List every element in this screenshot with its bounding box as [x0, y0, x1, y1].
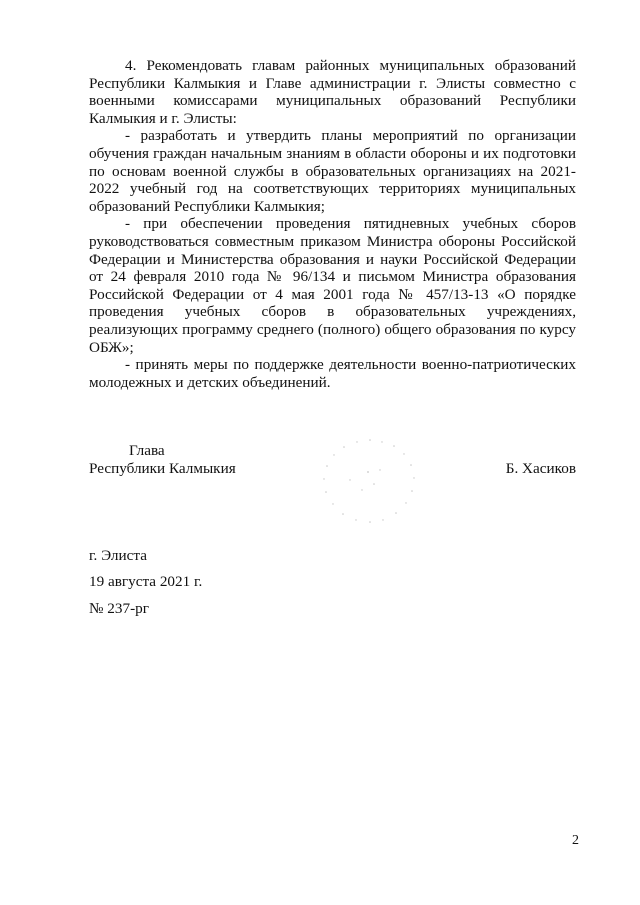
- order-number: № 237-рг: [89, 600, 149, 617]
- paragraph-bullet-training-camps: - при обеспечении проведения пятидневных учебных сборов руководствоваться совместным приказом Министра обороны Российской Федерации и Министерства образования и науки Российской Федерации от 24 февраля 2010 года № 96/134 и письмом Министра образования Российской Федерации от 4 мая 2001 года № 457/13-13 «О порядке проведения учебных сборов в образовательных учреждениях, реализующих программу среднего (полного) общего образования по курсу ОБЖ»;: [89, 215, 576, 356]
- paragraph-item-4: 4. Рекомендовать главам районных муниципальных образований Республики Калмыкия и Главе администрации г. Элисты совместно с военными комиссарами муниципальных образований Республики Калмыкия и г. Элисты:: [89, 57, 576, 127]
- signatory-position: Республики Калмыкия: [89, 459, 236, 477]
- signatory-name: Б. Хасиков: [505, 459, 576, 477]
- paragraph-bullet-plans: - разработать и утвердить планы мероприятий по организации обучения граждан начальным знаниям в области обороны и их подготовки по основам военной службы в образовательных организациях на 2021-2022 учебный год на соответствующих территориях муниципальных образований Республики Калмыкия;: [89, 127, 576, 215]
- paragraph-bullet-patriotic-support: - принять меры по поддержке деятельности военно-патриотических молодежных и детских объединений.: [89, 356, 576, 391]
- document-body: [89, 57, 576, 391]
- page-number: 2: [572, 833, 579, 848]
- signatory-title: Глава: [129, 442, 165, 459]
- faint-seal-stamp: [310, 432, 430, 532]
- issue-date: 19 августа 2021 г.: [89, 573, 203, 590]
- issue-city: г. Элиста: [89, 547, 147, 564]
